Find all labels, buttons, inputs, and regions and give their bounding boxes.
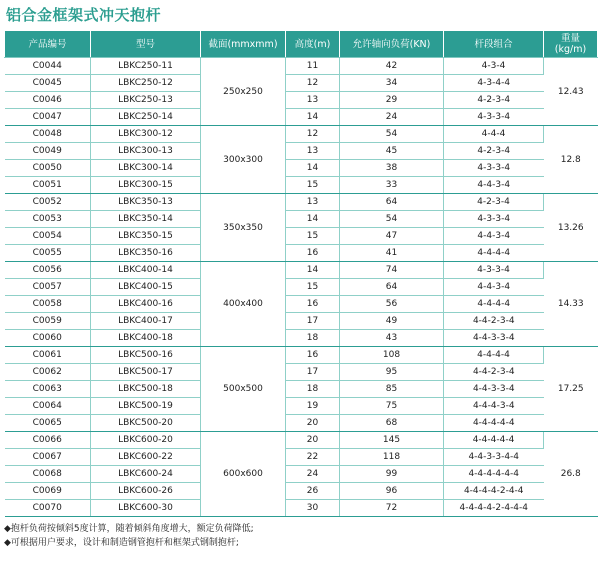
- cell-combo: 4-4-3-4: [444, 228, 544, 245]
- table-row: [5, 330, 598, 347]
- cell-code: C0064: [5, 398, 91, 415]
- cell-code: C0056: [5, 262, 91, 279]
- cell-combo: 4-4-4-4-2-4-4: [444, 483, 544, 500]
- cell-combo: 4-4-4-4: [444, 245, 544, 262]
- cell-load: 49: [340, 313, 444, 330]
- table-row: [5, 92, 598, 109]
- table-row: [5, 262, 598, 279]
- cell-combo: 4-2-3-4: [444, 194, 544, 211]
- cell-weight: 17.25: [544, 347, 598, 432]
- header-height: 高度(m): [286, 31, 340, 58]
- cell-code: C0068: [5, 466, 91, 483]
- header-code: 产品编号: [5, 31, 91, 58]
- cell-height: 12: [286, 126, 340, 143]
- cell-code: C0057: [5, 279, 91, 296]
- cell-height: 20: [286, 415, 340, 432]
- cell-height: 17: [286, 313, 340, 330]
- cell-model: LBKC300-14: [91, 160, 201, 177]
- cell-weight: 12.43: [544, 58, 598, 126]
- cell-height: 19: [286, 398, 340, 415]
- cell-load: 45: [340, 143, 444, 160]
- table-row: [5, 245, 598, 262]
- cell-load: 38: [340, 160, 444, 177]
- table-row: [5, 109, 598, 126]
- cell-code: C0065: [5, 415, 91, 432]
- cell-section: 500x500: [201, 347, 286, 432]
- cell-model: LBKC350-13: [91, 194, 201, 211]
- table-row: [5, 500, 598, 517]
- table-row: [5, 177, 598, 194]
- cell-code: C0061: [5, 347, 91, 364]
- cell-load: 74: [340, 262, 444, 279]
- cell-height: 14: [286, 262, 340, 279]
- table-row: [5, 449, 598, 466]
- cell-height: 26: [286, 483, 340, 500]
- cell-model: LBKC400-15: [91, 279, 201, 296]
- cell-load: 24: [340, 109, 444, 126]
- cell-height: 15: [286, 177, 340, 194]
- cell-combo: 4-3-3-4: [444, 211, 544, 228]
- cell-weight: 26.8: [544, 432, 598, 517]
- spec-table: [4, 30, 598, 517]
- table-row: [5, 381, 598, 398]
- cell-load: 99: [340, 466, 444, 483]
- cell-load: 96: [340, 483, 444, 500]
- cell-section: 400x400: [201, 262, 286, 347]
- note-custom: ◆可根据用户要求，设计和制造钢管抱杆和框架式钢制抱杆;: [4, 538, 239, 548]
- table-row: [5, 211, 598, 228]
- cell-model: LBKC500-16: [91, 347, 201, 364]
- cell-code: C0067: [5, 449, 91, 466]
- header-section: 截面(mmxmm): [201, 31, 286, 58]
- cell-combo: 4-3-4: [444, 58, 544, 75]
- cell-code: C0051: [5, 177, 91, 194]
- cell-load: 68: [340, 415, 444, 432]
- cell-height: 12: [286, 75, 340, 92]
- cell-model: LBKC600-30: [91, 500, 201, 517]
- table-row: [5, 313, 598, 330]
- cell-combo: 4-3-3-4: [444, 160, 544, 177]
- cell-combo: 4-4-4-4-2-4-4-4: [444, 500, 544, 517]
- header-load: 允许轴向负荷(KN): [340, 31, 444, 58]
- cell-code: C0060: [5, 330, 91, 347]
- cell-code: C0049: [5, 143, 91, 160]
- cell-height: 30: [286, 500, 340, 517]
- cell-height: 16: [286, 296, 340, 313]
- table-row: [5, 228, 598, 245]
- cell-code: C0050: [5, 160, 91, 177]
- table-row: [5, 466, 598, 483]
- cell-combo: 4-4-4: [444, 126, 544, 143]
- cell-model: LBKC350-14: [91, 211, 201, 228]
- cell-model: LBKC500-19: [91, 398, 201, 415]
- cell-load: 34: [340, 75, 444, 92]
- cell-height: 20: [286, 432, 340, 449]
- table-row: [5, 364, 598, 381]
- cell-code: C0047: [5, 109, 91, 126]
- cell-model: LBKC400-17: [91, 313, 201, 330]
- cell-combo: 4-4-2-3-4: [444, 313, 544, 330]
- cell-combo: 4-3-4-4: [444, 75, 544, 92]
- cell-section: 600x600: [201, 432, 286, 517]
- cell-combo: 4-4-4-4: [444, 347, 544, 364]
- cell-combo: 4-4-3-4: [444, 279, 544, 296]
- table-row: [5, 75, 598, 92]
- cell-height: 14: [286, 211, 340, 228]
- cell-model: LBKC500-17: [91, 364, 201, 381]
- table-row: [5, 58, 598, 75]
- cell-combo: 4-2-3-4: [444, 92, 544, 109]
- cell-code: C0058: [5, 296, 91, 313]
- cell-code: C0066: [5, 432, 91, 449]
- cell-code: C0045: [5, 75, 91, 92]
- cell-load: 85: [340, 381, 444, 398]
- cell-model: LBKC350-15: [91, 228, 201, 245]
- cell-combo: 4-4-3-3-4-4: [444, 449, 544, 466]
- cell-weight: 12.8: [544, 126, 598, 194]
- cell-combo: 4-2-3-4: [444, 143, 544, 160]
- cell-load: 145: [340, 432, 444, 449]
- cell-model: LBKC400-14: [91, 262, 201, 279]
- cell-load: 56: [340, 296, 444, 313]
- cell-model: LBKC250-13: [91, 92, 201, 109]
- cell-code: C0044: [5, 58, 91, 75]
- cell-combo: 4-3-3-4: [444, 109, 544, 126]
- table-row: [5, 483, 598, 500]
- cell-height: 15: [286, 228, 340, 245]
- cell-model: LBKC600-20: [91, 432, 201, 449]
- cell-weight: 14.33: [544, 262, 598, 347]
- cell-section: 300x300: [201, 126, 286, 194]
- cell-model: LBKC250-11: [91, 58, 201, 75]
- cell-load: 72: [340, 500, 444, 517]
- page-title: 铝合金框架式冲天抱杆: [6, 6, 162, 24]
- cell-load: 42: [340, 58, 444, 75]
- cell-height: 14: [286, 160, 340, 177]
- table-row: [5, 194, 598, 211]
- cell-model: LBKC350-16: [91, 245, 201, 262]
- cell-code: C0053: [5, 211, 91, 228]
- table-row: [5, 296, 598, 313]
- cell-section: 250x250: [201, 58, 286, 126]
- cell-load: 108: [340, 347, 444, 364]
- cell-height: 11: [286, 58, 340, 75]
- cell-model: LBKC400-18: [91, 330, 201, 347]
- cell-height: 15: [286, 279, 340, 296]
- cell-load: 64: [340, 279, 444, 296]
- table-row: [5, 347, 598, 364]
- note-load: ◆抱杆负荷按倾斜5度计算，随着倾斜角度增大，额定负荷降低;: [4, 524, 254, 534]
- cell-load: 75: [340, 398, 444, 415]
- cell-model: LBKC400-16: [91, 296, 201, 313]
- cell-height: 24: [286, 466, 340, 483]
- cell-combo: 4-4-3-4: [444, 177, 544, 194]
- cell-load: 47: [340, 228, 444, 245]
- cell-code: C0054: [5, 228, 91, 245]
- cell-weight: 13.26: [544, 194, 598, 262]
- cell-code: C0059: [5, 313, 91, 330]
- cell-height: 22: [286, 449, 340, 466]
- cell-model: LBKC300-13: [91, 143, 201, 160]
- cell-combo: 4-4-4-4-4-4: [444, 466, 544, 483]
- cell-combo: 4-4-4-4-4: [444, 415, 544, 432]
- cell-model: LBKC250-14: [91, 109, 201, 126]
- cell-height: 13: [286, 194, 340, 211]
- cell-load: 54: [340, 211, 444, 228]
- cell-model: LBKC300-15: [91, 177, 201, 194]
- cell-section: 350x350: [201, 194, 286, 262]
- cell-model: LBKC300-12: [91, 126, 201, 143]
- cell-combo: 4-4-3-3-4: [444, 381, 544, 398]
- cell-height: 13: [286, 143, 340, 160]
- cell-load: 41: [340, 245, 444, 262]
- table-header-row: [5, 31, 598, 58]
- cell-code: C0055: [5, 245, 91, 262]
- header-weight: [544, 31, 598, 58]
- table-row: [5, 279, 598, 296]
- cell-height: 13: [286, 92, 340, 109]
- header-weight-line1: 重量: [560, 33, 580, 44]
- table-body: [5, 58, 598, 517]
- cell-load: 118: [340, 449, 444, 466]
- cell-load: 54: [340, 126, 444, 143]
- cell-code: C0063: [5, 381, 91, 398]
- cell-load: 33: [340, 177, 444, 194]
- cell-combo: 4-4-3-3-4: [444, 330, 544, 347]
- table-row: [5, 415, 598, 432]
- cell-height: 14: [286, 109, 340, 126]
- cell-height: 18: [286, 330, 340, 347]
- cell-combo: 4-4-4-4: [444, 296, 544, 313]
- cell-code: C0070: [5, 500, 91, 517]
- cell-combo: 4-4-2-3-4: [444, 364, 544, 381]
- cell-combo: 4-4-4-4-4: [444, 432, 544, 449]
- cell-load: 43: [340, 330, 444, 347]
- table-row: [5, 143, 598, 160]
- header-model: 型号: [91, 31, 201, 58]
- cell-model: LBKC500-20: [91, 415, 201, 432]
- cell-combo: 4-3-3-4: [444, 262, 544, 279]
- cell-height: 16: [286, 347, 340, 364]
- cell-height: 17: [286, 364, 340, 381]
- table-row: [5, 398, 598, 415]
- cell-model: LBKC500-18: [91, 381, 201, 398]
- cell-model: LBKC600-22: [91, 449, 201, 466]
- cell-code: C0048: [5, 126, 91, 143]
- cell-load: 29: [340, 92, 444, 109]
- header-weight-line2: (kg/m): [554, 44, 587, 55]
- header-combo: 杆段组合: [444, 31, 544, 58]
- cell-model: LBKC250-12: [91, 75, 201, 92]
- cell-code: C0062: [5, 364, 91, 381]
- cell-load: 95: [340, 364, 444, 381]
- cell-model: LBKC600-26: [91, 483, 201, 500]
- table-row: [5, 432, 598, 449]
- cell-height: 16: [286, 245, 340, 262]
- cell-combo: 4-4-4-3-4: [444, 398, 544, 415]
- cell-code: C0052: [5, 194, 91, 211]
- notes: [4, 522, 254, 550]
- cell-height: 18: [286, 381, 340, 398]
- cell-load: 64: [340, 194, 444, 211]
- cell-code: C0069: [5, 483, 91, 500]
- cell-code: C0046: [5, 92, 91, 109]
- cell-model: LBKC600-24: [91, 466, 201, 483]
- table-row: [5, 160, 598, 177]
- table-row: [5, 126, 598, 143]
